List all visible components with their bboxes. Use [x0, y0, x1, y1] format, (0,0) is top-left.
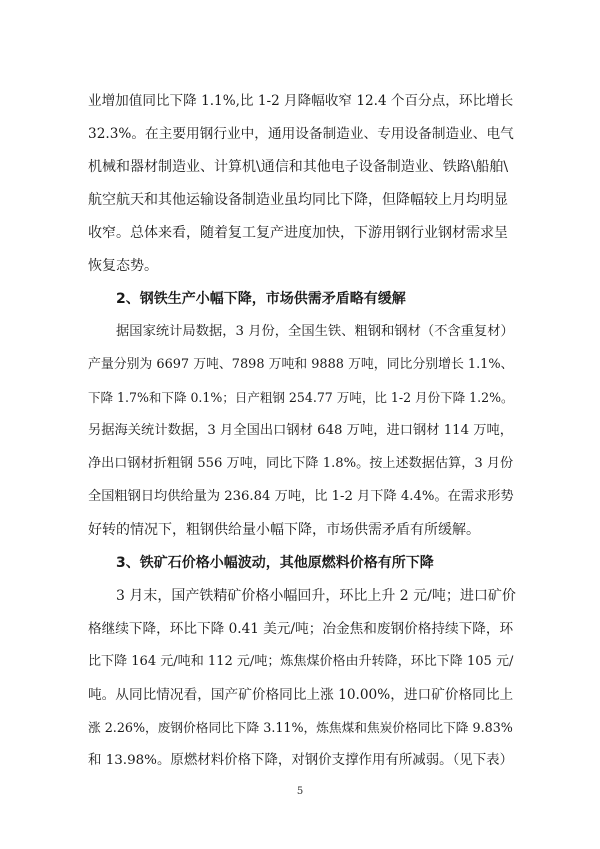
section2-line-1: 据国家统计局数据，3 月份，全国生铁、粗钢和钢材（不含重复材） [116, 324, 514, 339]
section3-line-3: 比下降 164 元/吨和 112 元/吨；炼焦煤价格由升转降，环比下降 105 元/ [88, 654, 514, 669]
section3-line-4: 吨。从同比情况看，国产矿价格同比上涨 10.00%，进口矿价格同比上 [88, 687, 514, 703]
section2-line-3: 下降 1.7%和下降 0.1%；日产粗钢 254.77 万吨，比 1-2 月份下降 1.2%。 [88, 390, 514, 405]
paragraph1-line-1: 业增加值同比下降 1.1%,比 1-2 月降幅收窄 12.4 个百分点，环比增长 [88, 93, 514, 109]
section2-line-5: 净出口钢材折粗钢 556 万吨，同比下降 1.8%。按上述数据估算，3 月份 [88, 456, 514, 471]
paragraph1-line-5: 收窄。总体来看，随着复工复产进度加快，下游用钢行业钢材需求呈 [88, 225, 508, 241]
section3-line-6: 和 13.98%。原燃材料价格下降，对钢价支撑作用有所减弱。（见下表） [88, 753, 514, 768]
paragraph1-line-6: 恢复态势。 [88, 258, 158, 274]
paragraph1-line-4: 航空航天和其他运输设备制造业虽均同比下降，但降幅较上月均明显 [88, 192, 508, 208]
section3-line-1: 3 月末，国产铁精矿价格小幅回升，环比上升 2 元/吨；进口矿价 [116, 588, 516, 604]
section3-heading: 3、铁矿石价格小幅波动，其他原燃料价格有所下降 [116, 555, 434, 571]
section2-line-2: 产量分别为 6697 万吨、7898 万吨和 9888 万吨，同比分别增长 1.1%、 [88, 357, 514, 372]
section3-line-5: 涨 2.26%，废钢价格同比下降 3.11%，炼焦煤和焦炭价格同比下降 9.83% [88, 720, 513, 735]
paragraph1-line-2: 32.3%。在主要用钢行业中，通用设备制造业、专用设备制造业、电气 [88, 126, 514, 142]
paragraph1-line-3: 机械和器材制造业、计算机\通信和其他电子设备制造业、铁路\船舶\ [88, 159, 509, 175]
section2-heading: 2、钢铁生产小幅下降，市场供需矛盾略有缓解 [116, 291, 406, 307]
page-number: 5 [296, 786, 304, 797]
section2-line-7: 好转的情况下，粗钢供给量小幅下降，市场供需矛盾有所缓解。 [88, 522, 480, 538]
section2-line-6: 全国粗钢日均供给量为 236.84 万吨，比 1-2 月下降 4.4%。在需求形势 [88, 489, 514, 504]
section3-line-2: 格继续下降，环比下降 0.41 美元/吨；冶金焦和废钢价格持续下降，环 [88, 621, 514, 637]
section2-line-4: 另据海关统计数据，3 月全国出口钢材 648 万吨，进口钢材 114 万吨， [88, 423, 514, 438]
